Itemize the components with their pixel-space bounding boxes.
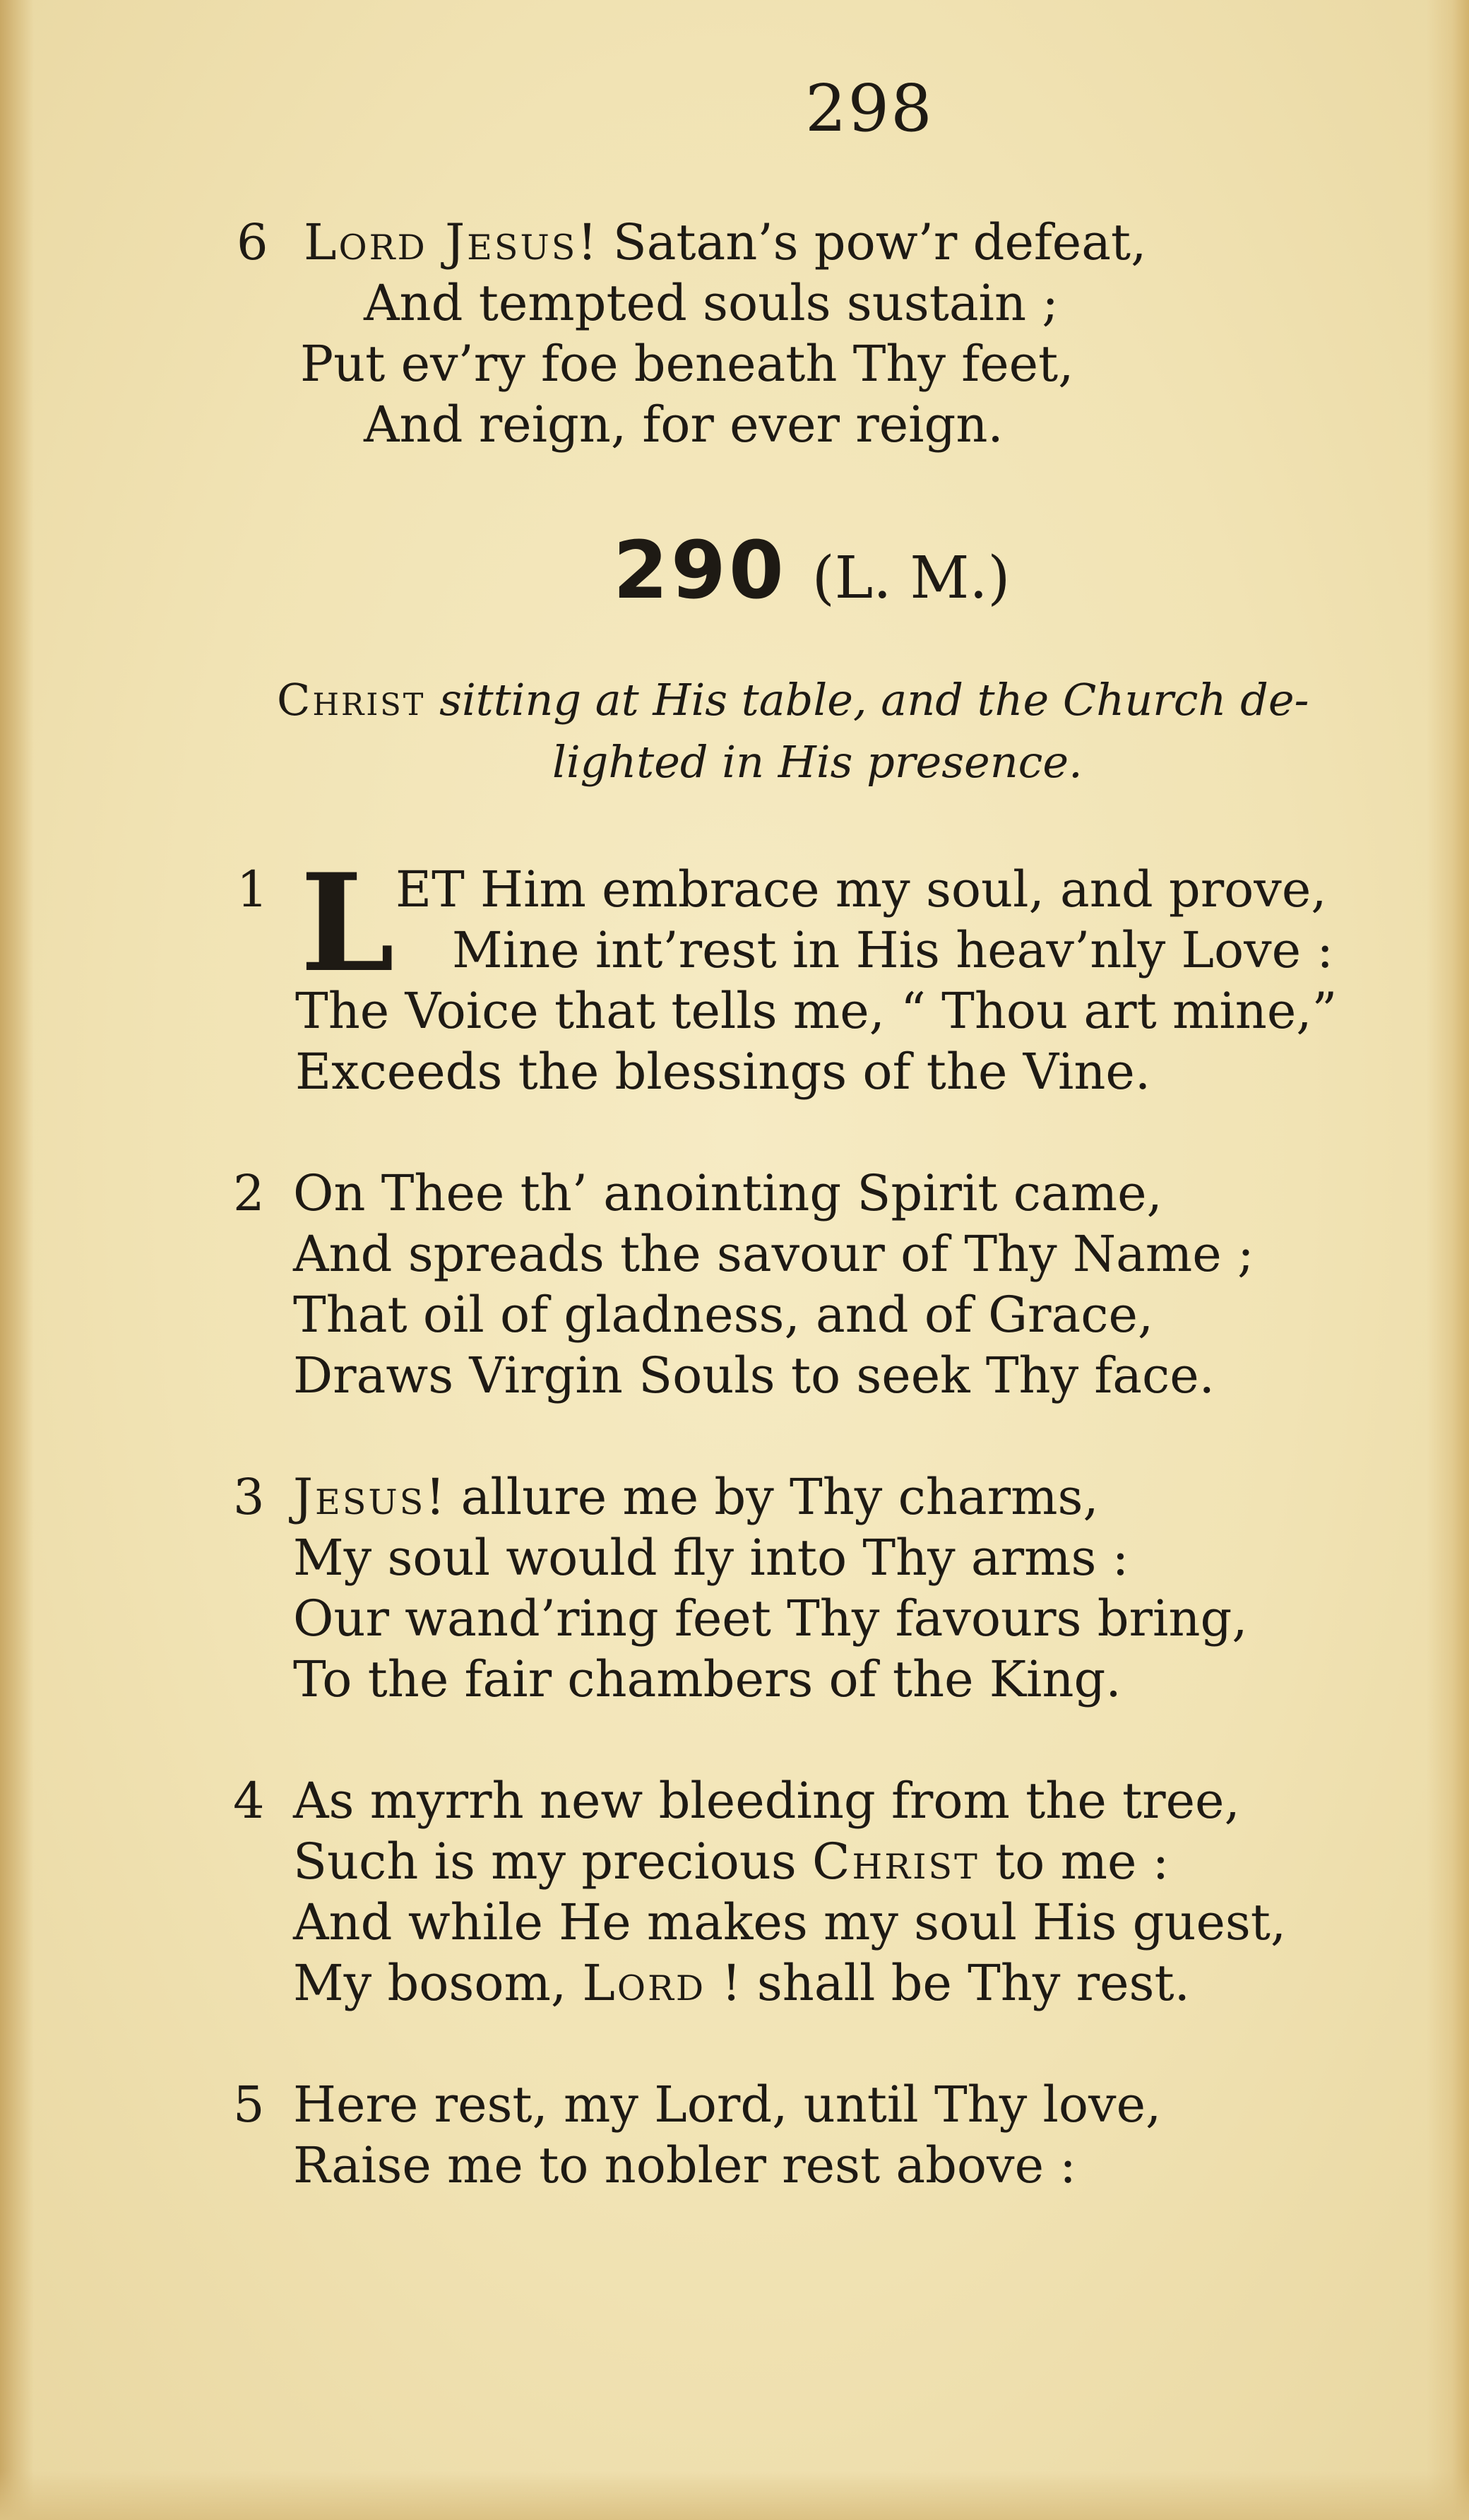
verse-number: 6 <box>237 213 268 271</box>
hymn-heading <box>613 525 1011 617</box>
verse-number: 2 <box>233 1164 265 1222</box>
verse-line-3: The Voice that tells me, “ Thou art mine,” <box>295 982 1338 1040</box>
verse-line-1-rest: ! allure me by Thy charms, <box>425 1468 1099 1526</box>
verse-line-4-small-caps: Lord <box>582 1954 706 2012</box>
verse-line-1: ET Him embrace my soul, and prove, <box>396 860 1327 918</box>
verse-line-3: Our wand’ring feet Thy favours bring, <box>293 1590 1248 1648</box>
verse-number: 1 <box>237 860 268 918</box>
hymn-meter: (L. M.) <box>811 545 1011 612</box>
verse-line-2: My soul would fly into Thy arms : <box>293 1529 1129 1587</box>
verse-line-1 <box>304 212 1146 273</box>
hymn-subtitle-line-2 <box>552 736 1083 788</box>
verse-line-4-b: ! shall be Thy rest. <box>706 1954 1190 2012</box>
verse-title-small-caps: Lord Jesus <box>304 213 578 271</box>
verse-line-3: And while He makes my soul His guest, <box>293 1893 1287 1951</box>
verse-number: 4 <box>233 1772 265 1830</box>
verse-line-1: Here rest, my Lord, until Thy love, <box>293 2076 1162 2134</box>
verse-line-2-a: Such is my precious <box>293 1833 812 1891</box>
subtitle-italic-1: sitting at His table, and the Church de- <box>439 674 1309 726</box>
verse-line-2: Mine int’rest in His heav’nly Love : <box>452 921 1333 979</box>
verse-line-4-a: My bosom, <box>293 1954 583 2012</box>
verse-line-2-b: to me : <box>979 1833 1170 1891</box>
subtitle-small-caps: Christ <box>277 674 426 726</box>
verse-line-3: That oil of gladness, and of Grace, <box>293 1286 1154 1344</box>
verse-line-4: Draws Virgin Souls to seek Thy face. <box>293 1347 1215 1404</box>
verse-line-2: And tempted souls sustain ; <box>364 274 1059 332</box>
verse-line-1: On Thee th’ anointing Spirit came, <box>293 1164 1162 1222</box>
verse-line-3: Put ev’ry foe beneath Thy feet, <box>300 335 1074 393</box>
verse-line-2: And spreads the savour of Thy Name ; <box>293 1225 1254 1283</box>
verse-line-2 <box>293 1831 1169 1892</box>
verse-number: 5 <box>233 2076 265 2134</box>
hymn-number: 290 <box>613 525 787 617</box>
verse-line-4 <box>293 1953 1190 2013</box>
verse-number: 3 <box>233 1468 265 1526</box>
page-number: 298 <box>805 71 934 146</box>
page-edge-bottom <box>0 2471 1469 2520</box>
verse-line-4: Exceeds the blessings of the Vine. <box>295 1043 1151 1101</box>
subtitle-italic-2: lighted in His presence. <box>552 736 1083 788</box>
drop-cap: L <box>300 844 395 1002</box>
verse-line-1 <box>293 1467 1099 1527</box>
verse-line-2: Raise me to nobler rest above : <box>293 2136 1076 2194</box>
verse-line-4: To the fair chambers of the King. <box>293 1650 1122 1708</box>
verse-line-4: And reign, for ever reign. <box>364 396 1004 454</box>
verse-first-word-small-caps: Jesus <box>293 1468 426 1526</box>
page-edge-right <box>1427 0 1469 2520</box>
verse-line-1: As myrrh new bleeding from the tree, <box>293 1772 1240 1830</box>
hymn-subtitle-line-1 <box>277 674 1309 726</box>
page-edge-left <box>0 0 34 2520</box>
verse-line-2-small-caps: Christ <box>812 1833 980 1891</box>
verse-line-1-rest: ! Satan’s pow’r defeat, <box>577 213 1147 271</box>
